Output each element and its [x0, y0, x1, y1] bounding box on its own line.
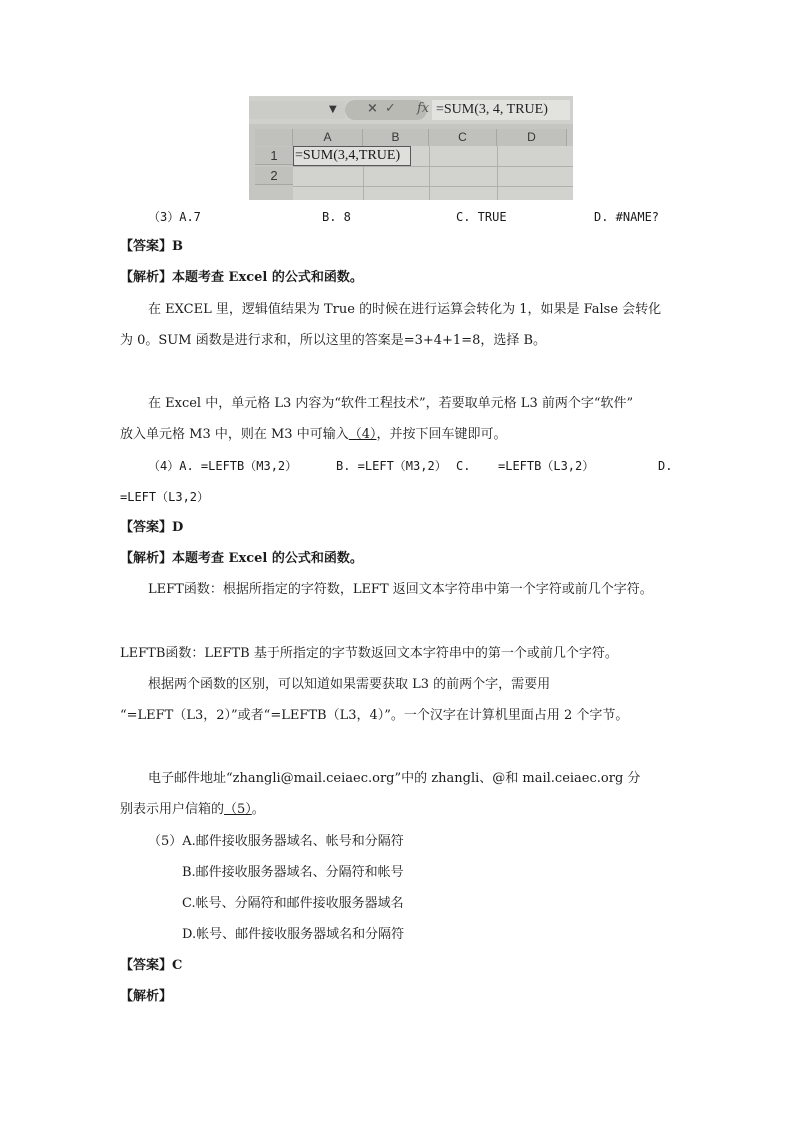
- q5-option-a: （5）A.邮件接收服务器域名、帐号和分隔符: [148, 834, 404, 849]
- q5-answer: [120, 957, 182, 975]
- q3-option-c: C. TRUE: [456, 210, 507, 224]
- q3-analysis-line-2: 为 0。SUM 函数是进行求和，所以这里的答案是=3+4+1=8，选择 B。: [120, 333, 547, 348]
- q4-option-c-label: C.: [456, 459, 471, 473]
- q5-analysis-heading: 【解析】: [120, 989, 173, 1004]
- q3-option-a: （3）A.7: [148, 210, 201, 224]
- q3-option-d: D. #NAME?: [594, 210, 660, 224]
- q5-stem-line-1: 电子邮件地址“zhangli@mail.ceiaec.org”中的 zhangli、@和 mail.ceiaec.org 分: [148, 771, 641, 786]
- excel-screenshot: [249, 96, 573, 200]
- answer-value: D: [172, 520, 184, 535]
- answer-label: 【答案】: [120, 239, 173, 254]
- q4-option-d-label: D.: [658, 459, 673, 473]
- q5-stem-tail: 。: [251, 802, 265, 817]
- q4-stem-line-1: 在 Excel 中，单元格 L3 内容为“软件工程技术”，若要取单元格 L3 前两个字“软件”: [148, 396, 634, 411]
- cancel-icon: ×: [367, 101, 378, 116]
- column-header-c: C: [429, 129, 497, 146]
- q4-analysis-line-4: “=LEFT（L3，2）”或者“=LEFTB（L3，4）”。一个汉字在计算机里面占用 2 个字节。: [120, 708, 629, 723]
- answer-value: B: [172, 239, 184, 254]
- formula-bar: [249, 96, 573, 124]
- q5-option-c: C.帐号、分隔符和邮件接收服务器域名: [182, 896, 404, 911]
- q4-analysis-line-2: LEFTB函数：LEFTB 基于所指定的字节数返回文本字符串中的第一个或前几个字符。: [120, 646, 618, 661]
- q3-analysis-line-1: 在 EXCEL 里，逻辑值结果为 True 的时候在进行运算会转化为 1，如果是 False 会转化: [148, 302, 662, 317]
- q4-option-b: B. =LEFT（M3,2）: [336, 459, 447, 473]
- check-icon: ✓: [385, 101, 396, 116]
- analysis-title: 本题考查 Excel 的公式和函数。: [172, 270, 363, 285]
- row-header-2: 2: [255, 167, 293, 185]
- q4-option-c: =LEFTB（L3,2）: [498, 459, 595, 473]
- analysis-label: 【解析】: [120, 551, 173, 566]
- grid-line: [429, 146, 430, 200]
- q4-option-a: （4）A. =LEFTB（M3,2）: [148, 459, 298, 473]
- column-header-b: B: [363, 129, 429, 146]
- analysis-title: 本题考查 Excel 的公式和函数。: [172, 551, 363, 566]
- q4-analysis-line-1: LEFT函数：根据所指定的字符数，LEFT 返回文本字符串中第一个字符或前几个字符。: [148, 582, 653, 597]
- q4-answer: [120, 519, 183, 537]
- q4-blank: （4）: [348, 427, 377, 442]
- chevron-down-icon: ▼: [329, 104, 337, 115]
- q3-analysis-heading: [120, 269, 363, 287]
- q4-stem-text: 放入单元格 M3 中，则在 M3 中可输入: [120, 427, 349, 442]
- fx-icon: fx: [417, 101, 430, 116]
- q4-stem-line-2: [120, 426, 507, 444]
- answer-label: 【答案】: [120, 958, 173, 973]
- q5-blank: （5）: [224, 802, 252, 817]
- row-header-1: 1: [255, 147, 293, 165]
- q4-option-d: =LEFT（L3,2）: [120, 490, 210, 504]
- answer-value: C: [172, 958, 183, 973]
- q4-analysis-line-3: 根据两个函数的区别，可以知道如果需要获取 L3 的前两个字，需要用: [148, 677, 551, 692]
- q4-stem-tail: ，并按下回车键即可。: [376, 427, 507, 442]
- corner-header: [255, 129, 293, 146]
- q3-answer: [120, 238, 183, 256]
- answer-label: 【答案】: [120, 520, 173, 535]
- formula-bar-icons: [345, 100, 430, 120]
- cell-a1: =SUM(3,4,TRUE): [293, 146, 411, 166]
- column-header-d: D: [497, 129, 567, 146]
- q3-option-b: B. 8: [322, 210, 351, 224]
- q5-stem-line-2: [120, 801, 265, 819]
- formula-text: =SUM(3, 4, TRUE): [432, 100, 570, 120]
- grid-line: [293, 186, 573, 187]
- q4-analysis-heading: [120, 550, 363, 568]
- q5-option-b: B.邮件接收服务器域名、分隔符和帐号: [182, 865, 404, 880]
- column-header-a: A: [293, 129, 363, 146]
- grid-line: [497, 146, 498, 200]
- q5-option-d: D.帐号、邮件接收服务器域名和分隔符: [182, 927, 405, 942]
- q5-stem-text: 别表示用户信箱的: [120, 802, 225, 817]
- analysis-label: 【解析】: [120, 270, 173, 285]
- grid-line: [293, 166, 573, 167]
